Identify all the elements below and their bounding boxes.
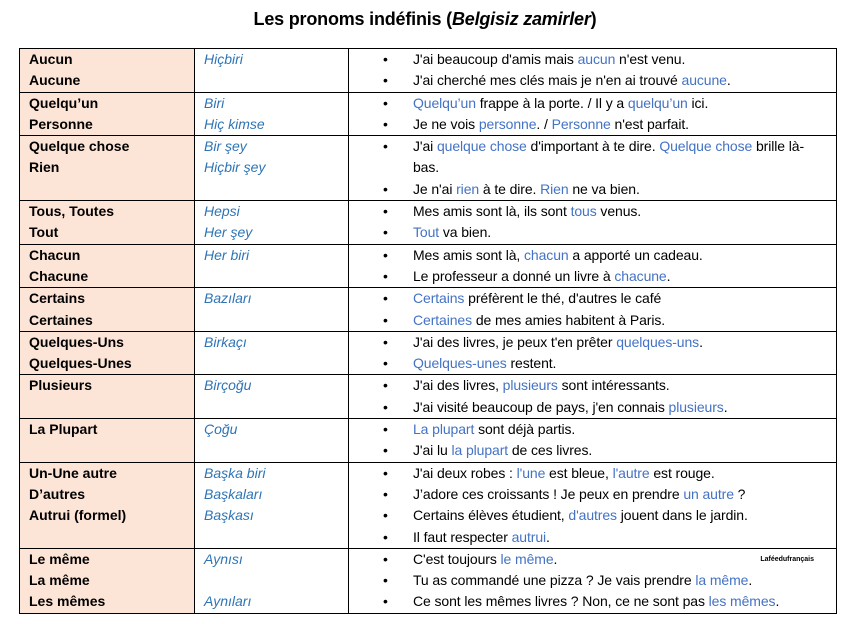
highlighted-pronoun: Quelque chose bbox=[659, 138, 753, 155]
highlighted-pronoun: quelqu’un bbox=[627, 94, 688, 111]
examples-cell bbox=[349, 288, 837, 332]
pronoun-label: Un-Une autre bbox=[29, 464, 117, 481]
example-item bbox=[383, 527, 830, 548]
example-text: Tu as commandé une pizza ? Je vais prendre bbox=[413, 572, 696, 589]
example-text: J'ai bbox=[413, 138, 437, 155]
example-text: ne va bien. bbox=[568, 180, 640, 197]
example-item bbox=[383, 245, 830, 266]
example-text: Ce sont les mêmes livres ? Non, ce ne sont pas bbox=[413, 593, 709, 610]
highlighted-pronoun: la plupart bbox=[451, 442, 509, 459]
example-item bbox=[383, 93, 830, 114]
pronoun-label: Aucune bbox=[29, 72, 81, 89]
example-text: Il faut respecter bbox=[413, 528, 512, 545]
highlighted-pronoun: chacun bbox=[524, 246, 569, 263]
examples-cell bbox=[349, 331, 837, 375]
highlighted-pronoun: l'autre bbox=[612, 464, 650, 481]
title-italic: Belgisiz zamirler bbox=[451, 9, 591, 29]
example-text: sont intéressants. bbox=[557, 377, 670, 394]
example-item bbox=[383, 201, 830, 222]
turkish-translation: Hiçbiri bbox=[204, 51, 243, 67]
highlighted-pronoun: un autre bbox=[683, 485, 734, 502]
turkish-translation bbox=[204, 570, 348, 591]
table-row bbox=[20, 92, 837, 136]
example-text: est bleue, bbox=[545, 464, 613, 481]
example-text: Je ne vois bbox=[413, 115, 479, 132]
highlighted-pronoun: d'autres bbox=[568, 507, 617, 524]
turkish-cell bbox=[195, 92, 349, 136]
example-text: jouent dans le jardin. bbox=[616, 507, 748, 524]
highlighted-pronoun: les mêmes bbox=[708, 593, 776, 610]
turkish-cell bbox=[195, 419, 349, 463]
page-title bbox=[0, 9, 850, 30]
highlighted-pronoun: Certaines bbox=[413, 311, 473, 328]
turkish-translation: Hiçbir şey bbox=[204, 159, 266, 176]
pronoun-label: Quelque chose bbox=[29, 138, 130, 155]
example-item bbox=[383, 591, 830, 612]
table-row bbox=[20, 288, 837, 332]
turkish-translation: Her biri bbox=[204, 246, 250, 263]
example-text: ici. bbox=[687, 94, 709, 111]
example-item bbox=[383, 440, 830, 461]
example-text: . bbox=[699, 333, 703, 350]
examples-cell bbox=[349, 375, 837, 419]
turkish-translation: Her şey bbox=[204, 224, 253, 241]
pronoun-label: Certains bbox=[29, 290, 86, 307]
highlighted-pronoun: aucun bbox=[577, 51, 616, 67]
example-text: va bien. bbox=[439, 224, 492, 241]
example-item bbox=[383, 332, 830, 353]
turkish-cell bbox=[195, 49, 349, 93]
turkish-cell bbox=[195, 548, 349, 613]
turkish-translation: Başka biri bbox=[204, 464, 266, 481]
pronoun-label: Les mêmes bbox=[29, 593, 106, 610]
example-text: brille là-bas. bbox=[413, 138, 805, 176]
highlighted-pronoun: personne bbox=[478, 115, 537, 132]
example-text: sont déjà partis. bbox=[474, 421, 576, 438]
table-row bbox=[20, 331, 837, 375]
turkish-translation: Birçoğu bbox=[204, 377, 252, 394]
pronoun-cell bbox=[20, 419, 195, 463]
example-text: Certains élèves étudient, bbox=[413, 507, 569, 524]
highlighted-pronoun: La plupart bbox=[413, 421, 475, 438]
example-text: . bbox=[666, 267, 671, 284]
turkish-cell bbox=[195, 244, 349, 288]
example-item bbox=[383, 419, 830, 440]
pronoun-label: Chacune bbox=[29, 267, 89, 284]
example-text: J'ai cherché mes clés mais je n'en ai trouvé bbox=[413, 72, 682, 89]
turkish-cell bbox=[195, 375, 349, 419]
example-item bbox=[383, 375, 830, 396]
example-text: J'ai des livres, bbox=[413, 377, 503, 394]
example-item bbox=[383, 397, 830, 418]
example-text: venus. bbox=[596, 203, 642, 220]
example-text: . bbox=[726, 72, 731, 89]
example-item bbox=[383, 266, 830, 287]
pronoun-cell bbox=[20, 92, 195, 136]
example-text: J’adore ces croissants ! Je peux en prendre bbox=[413, 485, 684, 502]
example-text: Je n'ai bbox=[413, 180, 457, 197]
turkish-translation: Bir şey bbox=[204, 138, 247, 155]
example-text: . bbox=[723, 398, 728, 415]
example-text: . / bbox=[536, 115, 552, 132]
example-text: de ces livres. bbox=[508, 442, 593, 459]
pronoun-label: Tout bbox=[29, 224, 59, 241]
example-text: J'ai visité beaucoup de pays, j'en connais bbox=[413, 398, 669, 415]
examples-cell bbox=[349, 92, 837, 136]
example-text: . bbox=[546, 528, 550, 545]
highlighted-pronoun: Quelqu’un bbox=[413, 94, 476, 111]
highlighted-pronoun: chacune bbox=[614, 267, 667, 284]
pronoun-label: Autrui (formel) bbox=[29, 507, 127, 524]
pronouns-table bbox=[19, 48, 837, 614]
example-item bbox=[383, 463, 830, 484]
pronoun-label: Quelqu’un bbox=[29, 94, 99, 111]
highlighted-pronoun: Personne bbox=[551, 115, 611, 132]
turkish-translation: Çoğu bbox=[204, 421, 238, 438]
pronoun-label: Chacun bbox=[29, 246, 81, 263]
example-item bbox=[383, 353, 830, 374]
example-item bbox=[383, 70, 830, 91]
pronoun-cell bbox=[20, 331, 195, 375]
pronoun-label: Quelques-Uns bbox=[29, 333, 124, 350]
example-text: C'est toujours bbox=[413, 550, 501, 567]
example-item bbox=[383, 179, 830, 200]
examples-cell bbox=[349, 136, 837, 201]
highlighted-pronoun: autrui bbox=[511, 528, 547, 545]
example-item bbox=[383, 288, 830, 309]
pronoun-label: Personne bbox=[29, 115, 93, 132]
pronoun-cell bbox=[20, 462, 195, 548]
turkish-translation: Birkaçı bbox=[204, 333, 247, 350]
highlighted-pronoun: la même bbox=[695, 572, 749, 589]
example-text: J'ai des livres, je peux t'en prêter bbox=[413, 333, 617, 350]
example-text: J'ai lu bbox=[413, 442, 452, 459]
title-end: ) bbox=[590, 9, 597, 29]
example-text: a apporté un cadeau. bbox=[568, 246, 703, 263]
turkish-cell bbox=[195, 136, 349, 201]
example-item bbox=[383, 222, 830, 243]
example-text: de mes amies habitent à Paris. bbox=[472, 311, 666, 328]
pronoun-label: Quelques-Unes bbox=[29, 355, 132, 372]
highlighted-pronoun: Tout bbox=[413, 224, 440, 241]
pronoun-label: Rien bbox=[29, 159, 60, 176]
table-row bbox=[20, 375, 837, 419]
example-text: préfèrent le thé, d'autres le café bbox=[464, 290, 662, 307]
example-text: J'ai beaucoup d'amis mais bbox=[413, 51, 578, 67]
turkish-cell bbox=[195, 288, 349, 332]
highlighted-pronoun: Rien bbox=[540, 180, 569, 197]
example-text: d'important à te dire. bbox=[526, 138, 660, 155]
highlighted-pronoun: quelques-uns bbox=[616, 333, 700, 350]
turkish-cell bbox=[195, 462, 349, 548]
highlighted-pronoun: Certains bbox=[413, 290, 465, 307]
table-row bbox=[20, 49, 837, 93]
example-text: Mes amis sont là, bbox=[413, 246, 525, 263]
example-text: Le professeur a donné un livre à bbox=[413, 267, 615, 284]
highlighted-pronoun: Quelques-unes bbox=[413, 355, 507, 372]
table-row bbox=[20, 548, 837, 613]
example-text: restent. bbox=[506, 355, 557, 372]
examples-cell bbox=[349, 244, 837, 288]
pronoun-cell bbox=[20, 288, 195, 332]
watermark-label: Laféedufrançais bbox=[760, 555, 814, 563]
pronoun-label: La Plupart bbox=[29, 421, 98, 438]
examples-cell bbox=[349, 201, 837, 245]
table-row bbox=[20, 201, 837, 245]
turkish-cell bbox=[195, 201, 349, 245]
highlighted-pronoun: quelque chose bbox=[436, 138, 527, 155]
turkish-translation: Bazıları bbox=[204, 290, 252, 307]
example-item bbox=[383, 114, 830, 135]
example-text: est rouge. bbox=[649, 464, 715, 481]
example-item bbox=[383, 484, 830, 505]
pronoun-label: Le même bbox=[29, 550, 90, 567]
table-row bbox=[20, 136, 837, 201]
turkish-translation: Hiç kimse bbox=[204, 115, 265, 132]
example-text: . bbox=[775, 593, 780, 610]
highlighted-pronoun: le même bbox=[500, 550, 554, 567]
example-text: . bbox=[748, 572, 753, 589]
highlighted-pronoun: plusieurs bbox=[668, 398, 724, 415]
title-main: Les pronoms indéfinis ( bbox=[253, 9, 452, 29]
highlighted-pronoun: aucune bbox=[681, 72, 727, 89]
pronoun-label: Aucun bbox=[29, 51, 73, 67]
turkish-translation: Aynısı bbox=[204, 550, 243, 567]
example-text: n'est parfait. bbox=[610, 115, 689, 132]
pronoun-cell bbox=[20, 201, 195, 245]
highlighted-pronoun: l'une bbox=[516, 464, 546, 481]
pronoun-label: Certaines bbox=[29, 311, 93, 328]
turkish-cell bbox=[195, 331, 349, 375]
example-item bbox=[383, 49, 830, 70]
example-text: Mes amis sont là, ils sont bbox=[413, 203, 571, 220]
table-row bbox=[20, 462, 837, 548]
turkish-translation: Başkaları bbox=[204, 485, 263, 502]
example-text: . bbox=[553, 550, 558, 567]
example-text: frappe à la porte. / Il y a bbox=[475, 94, 628, 111]
examples-cell bbox=[349, 548, 837, 613]
highlighted-pronoun: plusieurs bbox=[502, 377, 558, 394]
pronoun-cell bbox=[20, 244, 195, 288]
table-row bbox=[20, 419, 837, 463]
highlighted-pronoun: rien bbox=[456, 180, 480, 197]
turkish-translation: Biri bbox=[204, 94, 225, 111]
pronoun-cell bbox=[20, 375, 195, 419]
pronoun-cell bbox=[20, 136, 195, 201]
pronoun-label: D’autres bbox=[29, 485, 86, 502]
example-item bbox=[383, 136, 830, 179]
turkish-translation: Başkası bbox=[204, 507, 254, 524]
example-text: ? bbox=[733, 485, 746, 502]
pronoun-cell bbox=[20, 548, 195, 613]
highlighted-pronoun: tous bbox=[570, 203, 597, 220]
examples-cell bbox=[349, 49, 837, 93]
turkish-translation: Hepsi bbox=[204, 203, 240, 220]
example-item bbox=[383, 310, 830, 331]
example-text: n'est venu. bbox=[615, 51, 686, 67]
example-item bbox=[383, 570, 830, 591]
pronoun-label: Tous, Toutes bbox=[29, 203, 115, 220]
table-body bbox=[20, 49, 837, 614]
turkish-translation: Aynıları bbox=[204, 593, 252, 610]
example-text: à te dire. bbox=[479, 180, 541, 197]
example-text: J'ai deux robes : bbox=[413, 464, 517, 481]
example-item bbox=[383, 505, 830, 526]
examples-cell bbox=[349, 419, 837, 463]
pronoun-label: La même bbox=[29, 572, 90, 589]
pronoun-label: Plusieurs bbox=[29, 377, 93, 394]
pronoun-cell bbox=[20, 49, 195, 93]
table-row bbox=[20, 244, 837, 288]
examples-cell bbox=[349, 462, 837, 548]
